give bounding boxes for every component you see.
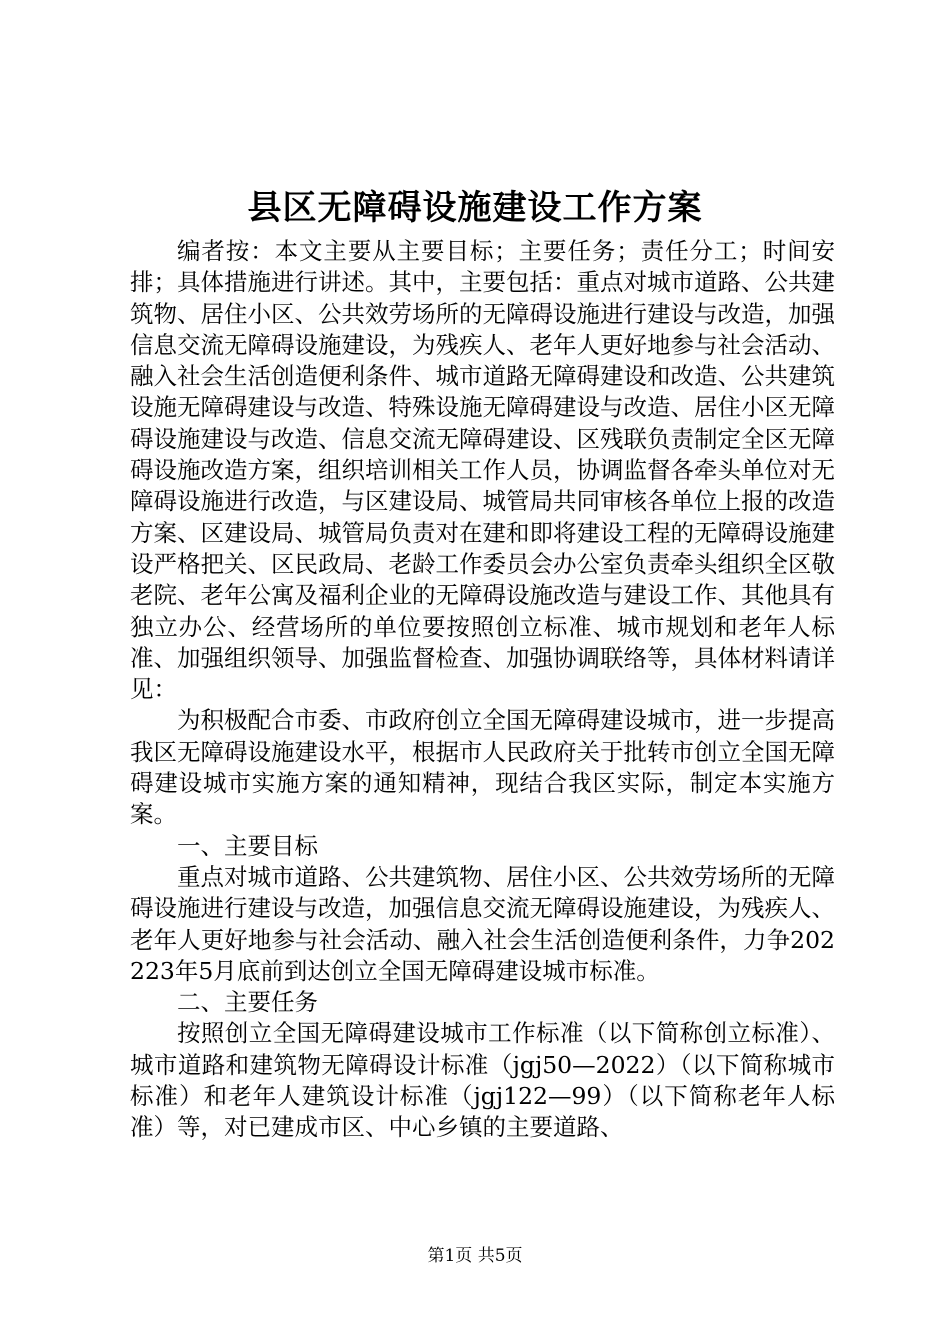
document-title: 县区无障碍设施建设工作方案 [247, 188, 703, 228]
paragraph-main-goals: 重点对城市道路、公共建筑物、居住小区、公共效劳场所的无障碍设施进行建设与改造，加强信息交流无障碍设施建设，为残疾人、老年人更好地参与社会活动、融入社会生活创造便利条件，力争202223年5月底前到达创立全国无障碍建设城市标准。 [130, 862, 835, 985]
document-body [130, 236, 835, 1144]
page-footer: 第1页 共5页 [427, 1246, 523, 1266]
section-heading-main-tasks: 二、主要任务 [177, 988, 318, 1017]
paragraph-main-tasks: 按照创立全国无障碍建设城市工作标准（以下简称创立标准）、城市道路和建筑物无障碍设计标准（jgj50—2022）（以下简称城市标准）和老年人建筑设计标准（jgj122—99）（以下简称老年人标准）等，对已建成市区、中心乡镇的主要道路、 [130, 1019, 835, 1142]
paragraph-editor-note: 编者按：本文主要从主要目标；主要任务；责任分工；时间安排；具体措施进行讲述。其中，主要包括：重点对城市道路、公共建筑物、居住小区、公共效劳场所的无障碍设施进行建设与改造，加强信息交流无障碍设施建设，为残疾人、老年人更好地参与社会活动、融入社会生活创造便利条件、城市道路无障碍建设和改造、公共建筑设施无障碍建设与改造、特殊设施无障碍建设与改造、居住小区无障碍设施建设与改造、信息交流无障碍建设、区残联负责制定全区无障碍设施改造方案，组织培训相关工作人员，协调监督各牵头单位对无障碍设施进行改造，与区建设局、城管局共同审核各单位上报的改造方案、区建设局、城管局负责对在建和即将建设工程的无障碍设施建设严格把关、区民政局、老龄工作委员会办公室负责牵头组织全区敬老院、老年公寓及福利企业的无障碍设施改造与建设工作、其他具有独立办公、经营场所的单位要按照创立标准、城市规划和老年人标准、加强组织领导、加强监督检查、加强协调联络等，具体材料请详见： [130, 237, 835, 704]
section-heading-main-goals: 一、主要目标 [177, 831, 318, 860]
paragraph-intro: 为积极配合市委、市政府创立全国无障碍建设城市，进一步提高我区无障碍设施建设水平，根据市人民政府关于批转市创立全国无障碍建设城市实施方案的通知精神，现结合我区实际，制定本实施方案。 [130, 706, 835, 829]
